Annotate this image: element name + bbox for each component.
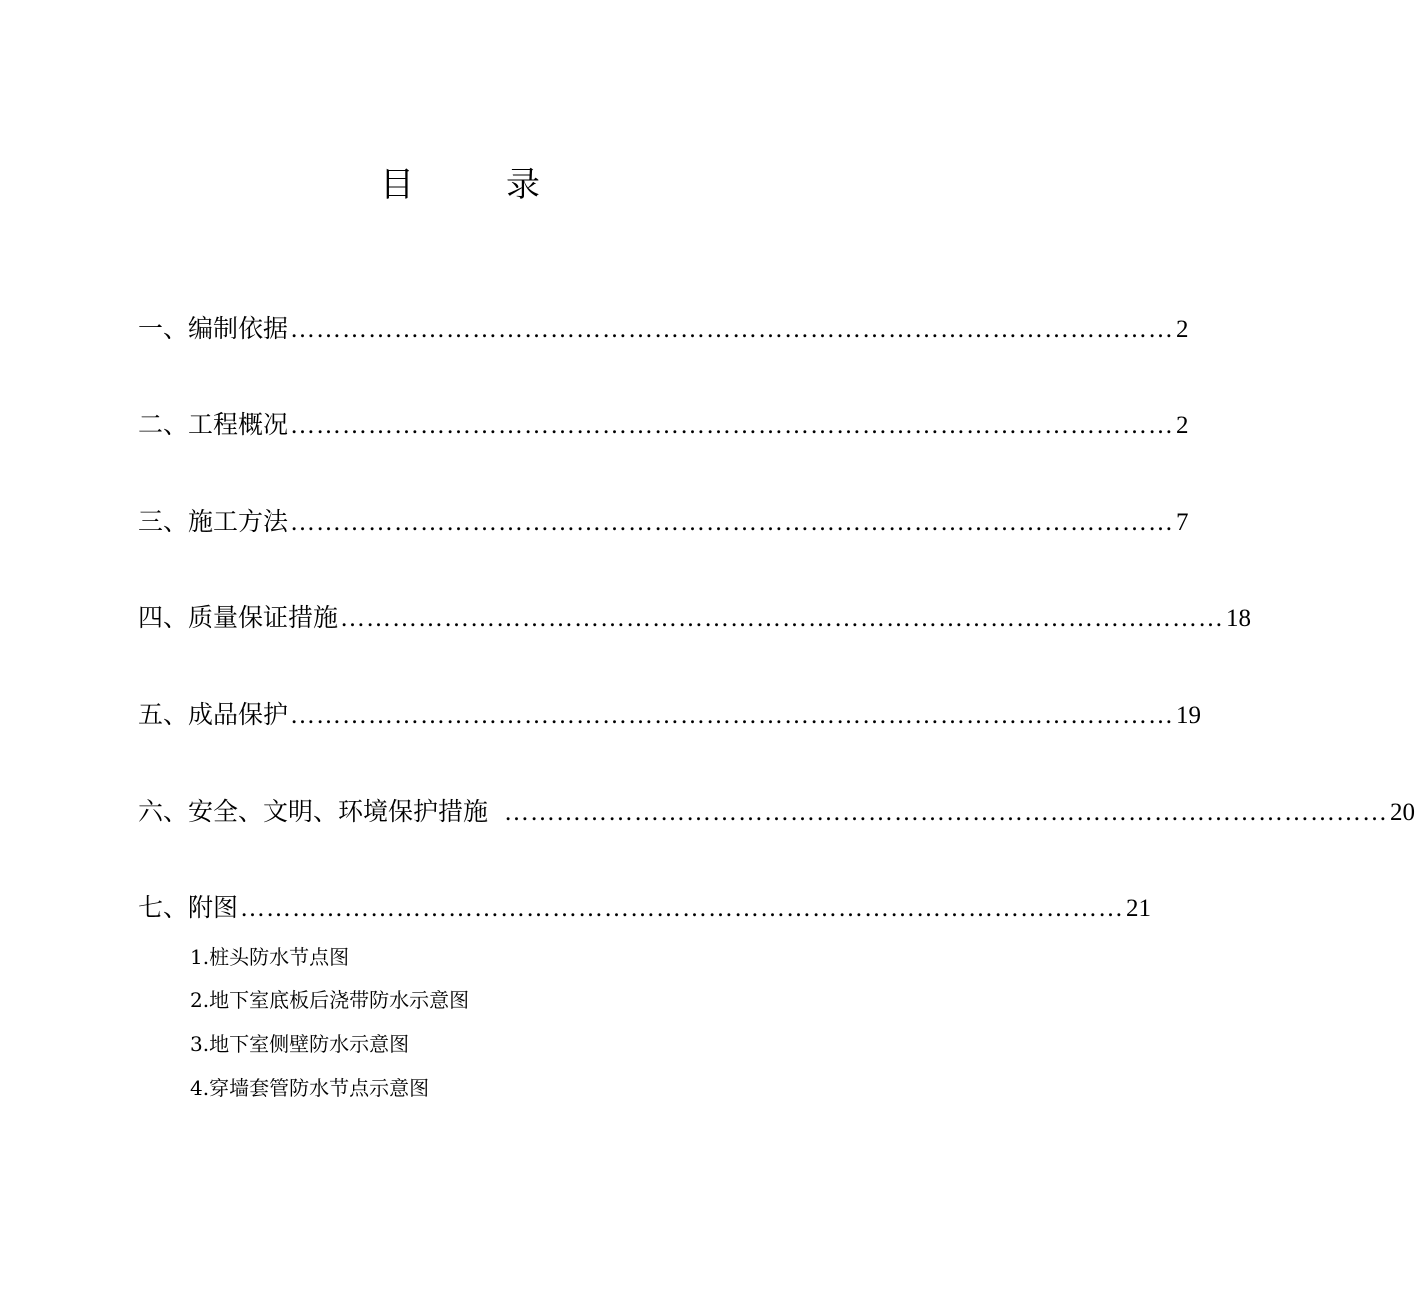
- toc-entry: [138, 695, 1202, 735]
- toc-entry: [138, 502, 1189, 542]
- toc-entry: [138, 598, 1252, 638]
- page-title: [0, 160, 920, 210]
- toc-leader-dots: …………………………………………………………………………………………: [240, 895, 1125, 922]
- toc-entry-page: 21: [1126, 895, 1152, 922]
- toc-entry-page: 7: [1176, 509, 1189, 536]
- toc-entry-page: 20: [1390, 799, 1415, 826]
- toc-entry: [138, 309, 1189, 349]
- toc-entry: [138, 888, 1152, 928]
- toc-leader-dots: …………………………………………………………………………………………: [290, 702, 1175, 729]
- appendix-item: 1.桩头防水节点图: [190, 945, 350, 969]
- toc-leader-dots: …………………………………………………………………………………………: [340, 605, 1225, 632]
- toc-leader-dots: …………………………………………………………………………………………: [290, 316, 1175, 343]
- toc-entry-page: 18: [1226, 605, 1252, 632]
- toc-entry-label: 二、工程概况: [138, 410, 289, 439]
- toc-entry-page: 2: [1176, 316, 1189, 343]
- appendix-item: 2.地下室底板后浇带防水示意图: [190, 988, 470, 1012]
- title-char-1: 目: [380, 165, 414, 205]
- toc-entry: [138, 405, 1189, 445]
- toc-entry-label: 一、编制依据: [138, 314, 289, 343]
- toc-entry-label: 五、成品保护: [138, 700, 289, 729]
- toc-leader-dots: …………………………………………………………………………………………: [290, 412, 1175, 439]
- toc-entry-page: 2: [1176, 412, 1189, 439]
- appendix-item: 3.地下室侧壁防水示意图: [190, 1032, 410, 1056]
- toc-entry-label: 七、附图: [138, 893, 239, 922]
- toc-entry-label: 三、施工方法: [138, 507, 289, 536]
- toc-entry-label: 六、安全、文明、环境保护措施: [138, 797, 489, 826]
- appendix-item: 4.穿墙套管防水节点示意图: [190, 1076, 430, 1100]
- toc-entry: [138, 792, 1415, 832]
- toc-entry-page: 19: [1176, 702, 1202, 729]
- toc-entry-label: 四、质量保证措施: [138, 603, 339, 632]
- title-char-2: 录: [506, 165, 540, 205]
- toc-leader-dots: …………………………………………………………………………………………: [290, 509, 1175, 536]
- toc-leader-dots: …………………………………………………………………………………………: [504, 799, 1389, 826]
